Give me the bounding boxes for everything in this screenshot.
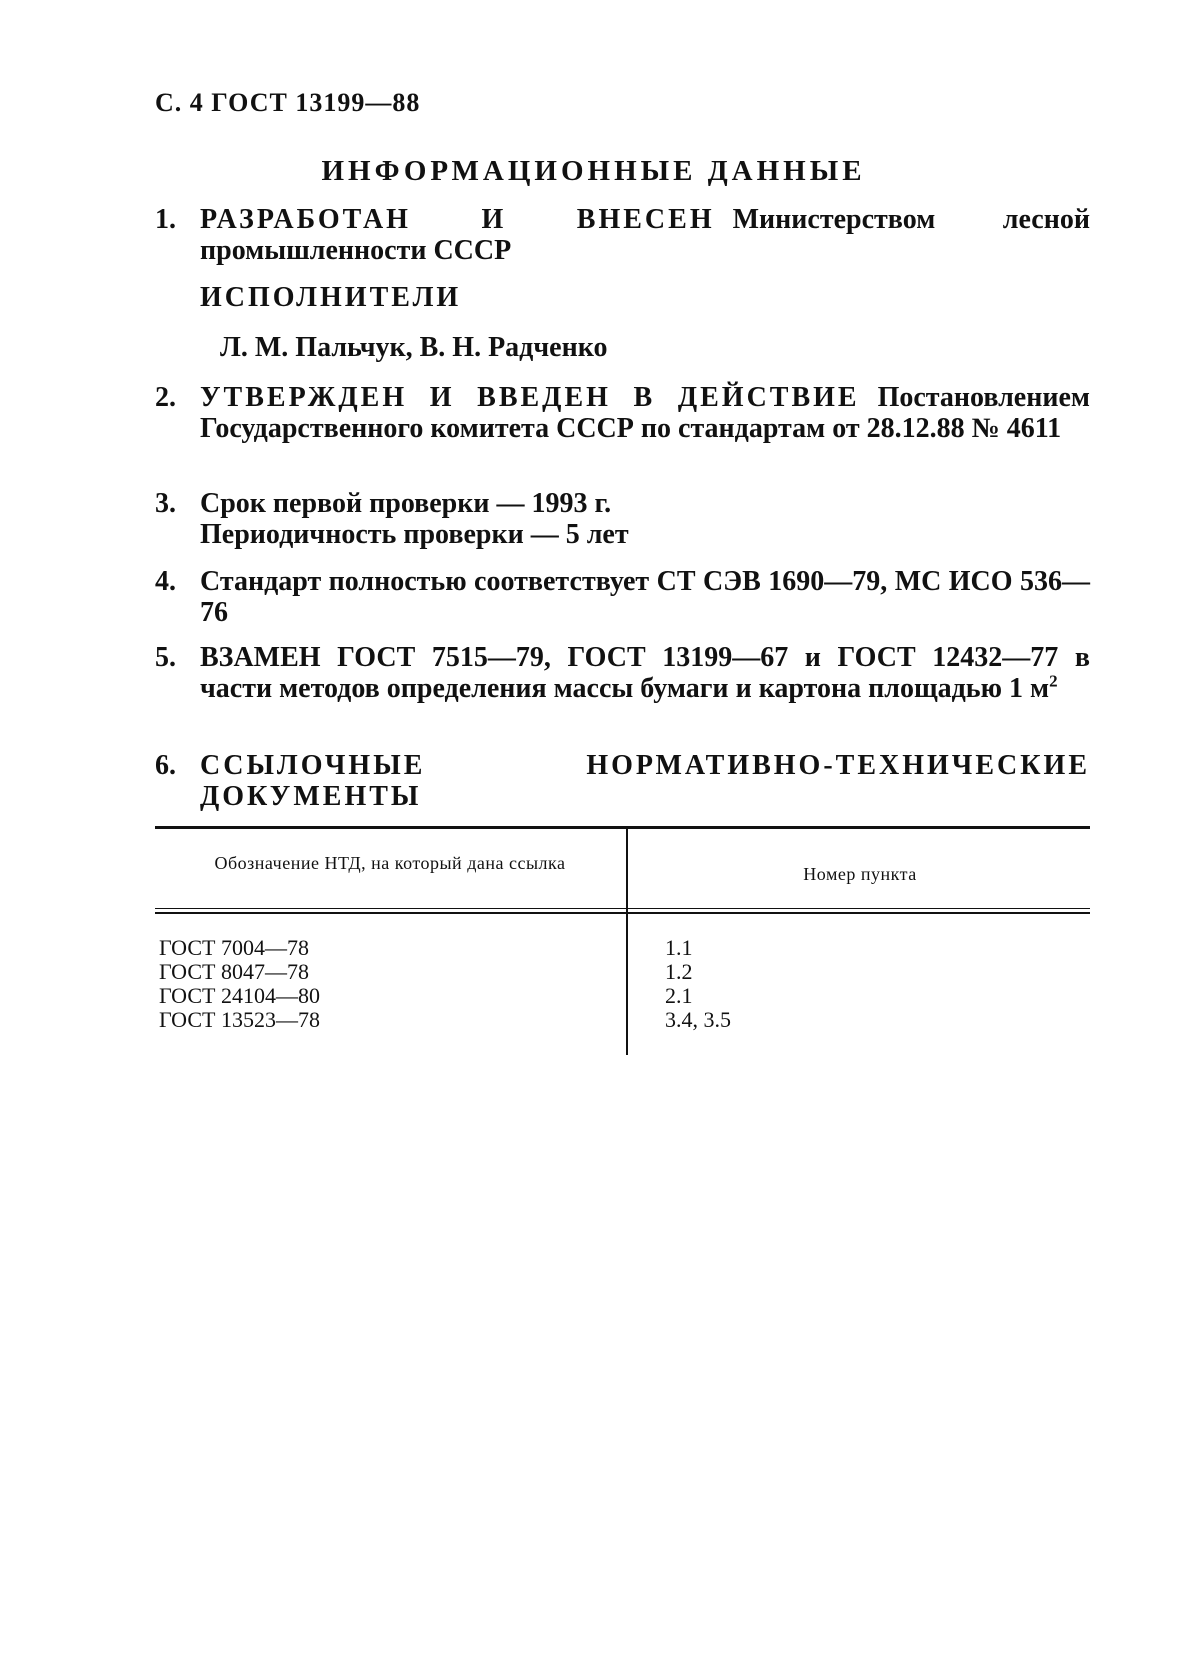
executors-names: Л. М. Пальчук, В. Н. Радченко: [220, 332, 608, 363]
table-header-clause: Номер пункта: [803, 864, 917, 884]
item-1: [155, 204, 1090, 266]
superscript: 2: [1049, 671, 1058, 691]
table-top-rule: [155, 826, 1090, 829]
item-line: Срок первой проверки — 1993 г.: [200, 488, 612, 519]
table-cell: ГОСТ 8047—78: [159, 959, 309, 984]
table-cell: ГОСТ 7004—78: [159, 935, 309, 960]
item-4: [155, 566, 1090, 628]
item-3: [155, 488, 1090, 550]
table-cell: 1.1: [665, 935, 693, 960]
table-column-clause: [665, 936, 731, 1032]
table-cell: ГОСТ 24104—80: [159, 983, 320, 1008]
item-number: 6.: [155, 750, 176, 781]
item-body: Стандарт полностью соответствует СТ СЭВ 1690—79, МС ИСО 536—76: [200, 566, 1090, 628]
executors-heading: ИСПОЛНИТЕЛИ: [200, 282, 462, 313]
item-lead: УТВЕРЖДЕН И ВВЕДЕН В ДЕЙСТВИЕ: [200, 382, 860, 413]
table-header-designation: Обозначение НТД, на который дана ссылка: [214, 853, 566, 873]
table-cell: ГОСТ 13523—78: [159, 1007, 320, 1032]
table-cell: 2.1: [665, 983, 693, 1008]
item-body: [200, 382, 1090, 444]
table-header-rule: [155, 908, 1090, 909]
item-number: 3.: [155, 488, 176, 519]
item-line: Периодичность проверки — 5 лет: [200, 519, 629, 550]
item-2: [155, 382, 1090, 444]
item-body: [200, 204, 1090, 266]
table-header-rule: [155, 912, 1090, 914]
table-column-divider: [626, 829, 628, 1055]
item-text: в части методов определения массы бумаги и картона площадью 1 м: [200, 642, 1090, 704]
item-text: Министерством лесной промышленности СССР: [200, 204, 1090, 266]
table-cell: 3.4, 3.5: [665, 1007, 731, 1032]
item-number: 1.: [155, 204, 176, 235]
item-lead: РАЗРАБОТАН И ВНЕСЕН: [200, 204, 715, 235]
item-body: [200, 488, 1090, 550]
item-lead: ССЫЛОЧНЫЕ НОРМАТИВНО-ТЕХНИЧЕСКИЕ ДОКУМЕНТЫ: [200, 750, 1090, 812]
table-cell: 1.2: [665, 959, 693, 984]
page-title: ИНФОРМАЦИОННЫЕ ДАННЫЕ: [321, 155, 866, 187]
table-column-designation: [159, 936, 320, 1032]
item-number: 4.: [155, 566, 176, 597]
item-6: [155, 750, 1090, 812]
item-number: 2.: [155, 382, 176, 413]
item-number: 5.: [155, 642, 176, 673]
item-text: Постановлением Государственного комитета СССР по стандартам от 28.12.88 № 4611: [200, 382, 1090, 444]
item-body: [200, 642, 1090, 704]
item-lead: ВЗАМЕН ГОСТ 7515—79, ГОСТ 13199—67 и ГОСТ 12432—77: [200, 642, 1059, 673]
page-header: С. 4 ГОСТ 13199—88: [155, 88, 421, 117]
item-5: [155, 642, 1090, 704]
